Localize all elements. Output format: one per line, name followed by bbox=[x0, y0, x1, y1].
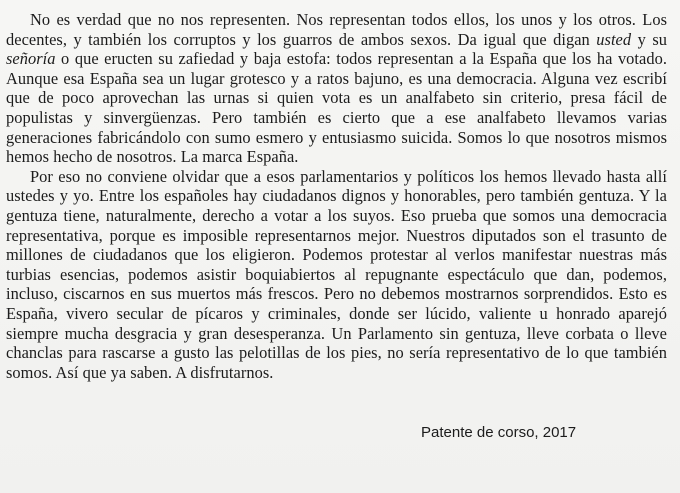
attribution: Patente de corso, 2017 bbox=[421, 424, 577, 441]
p1-italic-senoria: señoría bbox=[6, 49, 56, 69]
paragraph-2 bbox=[6, 167, 667, 383]
p1-text-2: y su bbox=[631, 29, 668, 49]
p1-italic-usted: usted bbox=[596, 29, 632, 49]
p1-text-3: o que eructen su zafiedad y baja estofa: todos representan a la España que los ha votado. Aunque esa España sea un lugar grotesco y a ratos bajuno, es una democracia. Alguna vez escribí que de poco aprovechan las urnas si quien vota es un analfabeto sin criterio, presa fácil de populistas y sinvergüenzas. Pero también es cierto que a ese analfabeto llevamos varias generaciones fabricándolo con sumo esmero y entusiasmo suicida. Somos lo que nosotros mismos hemos hecho de nosotros. La marca España. bbox=[6, 49, 667, 167]
p2-text-1: Por eso no conviene olvidar que a esos parlamentarios y políticos los hemos llevado hasta allí ustedes y yo. Entre los españoles hay ciudadanos dignos y honorables, pero también gentuza. Y la gentuza tiene, naturalmente, derecho a votar a los suyos. Eso prueba que somos una democracia representativa, porque es imposible representarnos mejor. Nuestros diputados son el trasunto de millones de ciudadanos que los eligieron. Podemos protestar al verlos manifestar nuestras más turbias esencias, podemos asistir boquiabiertos al repugnante espectáculo que dan, podemos, incluso, ciscarnos en sus muertos más frescos. Pero no debemos mostrarnos sorprendidos. Esto es España, vivero secular de pícaros y criminales, donde ser lúcido, valiente u honrado aparejó siempre mucha desgracia y gran desesperanza. Un Parlamento sin gentuza, lleve corbata o lleve chanclas para rascarse a gusto las pelotillas de los pies, no sería representativo de lo que también somos. Así que ya saben. A disfrutarnos. bbox=[6, 166, 667, 382]
paragraph-1 bbox=[6, 10, 667, 167]
article-body bbox=[6, 10, 667, 382]
p1-text-1: No es verdad que no nos representen. Nos representan todos ellos, los unos y los otros. Los decentes, y también los corruptos y los guarros de ambos sexos. Da igual que digan bbox=[6, 10, 667, 49]
